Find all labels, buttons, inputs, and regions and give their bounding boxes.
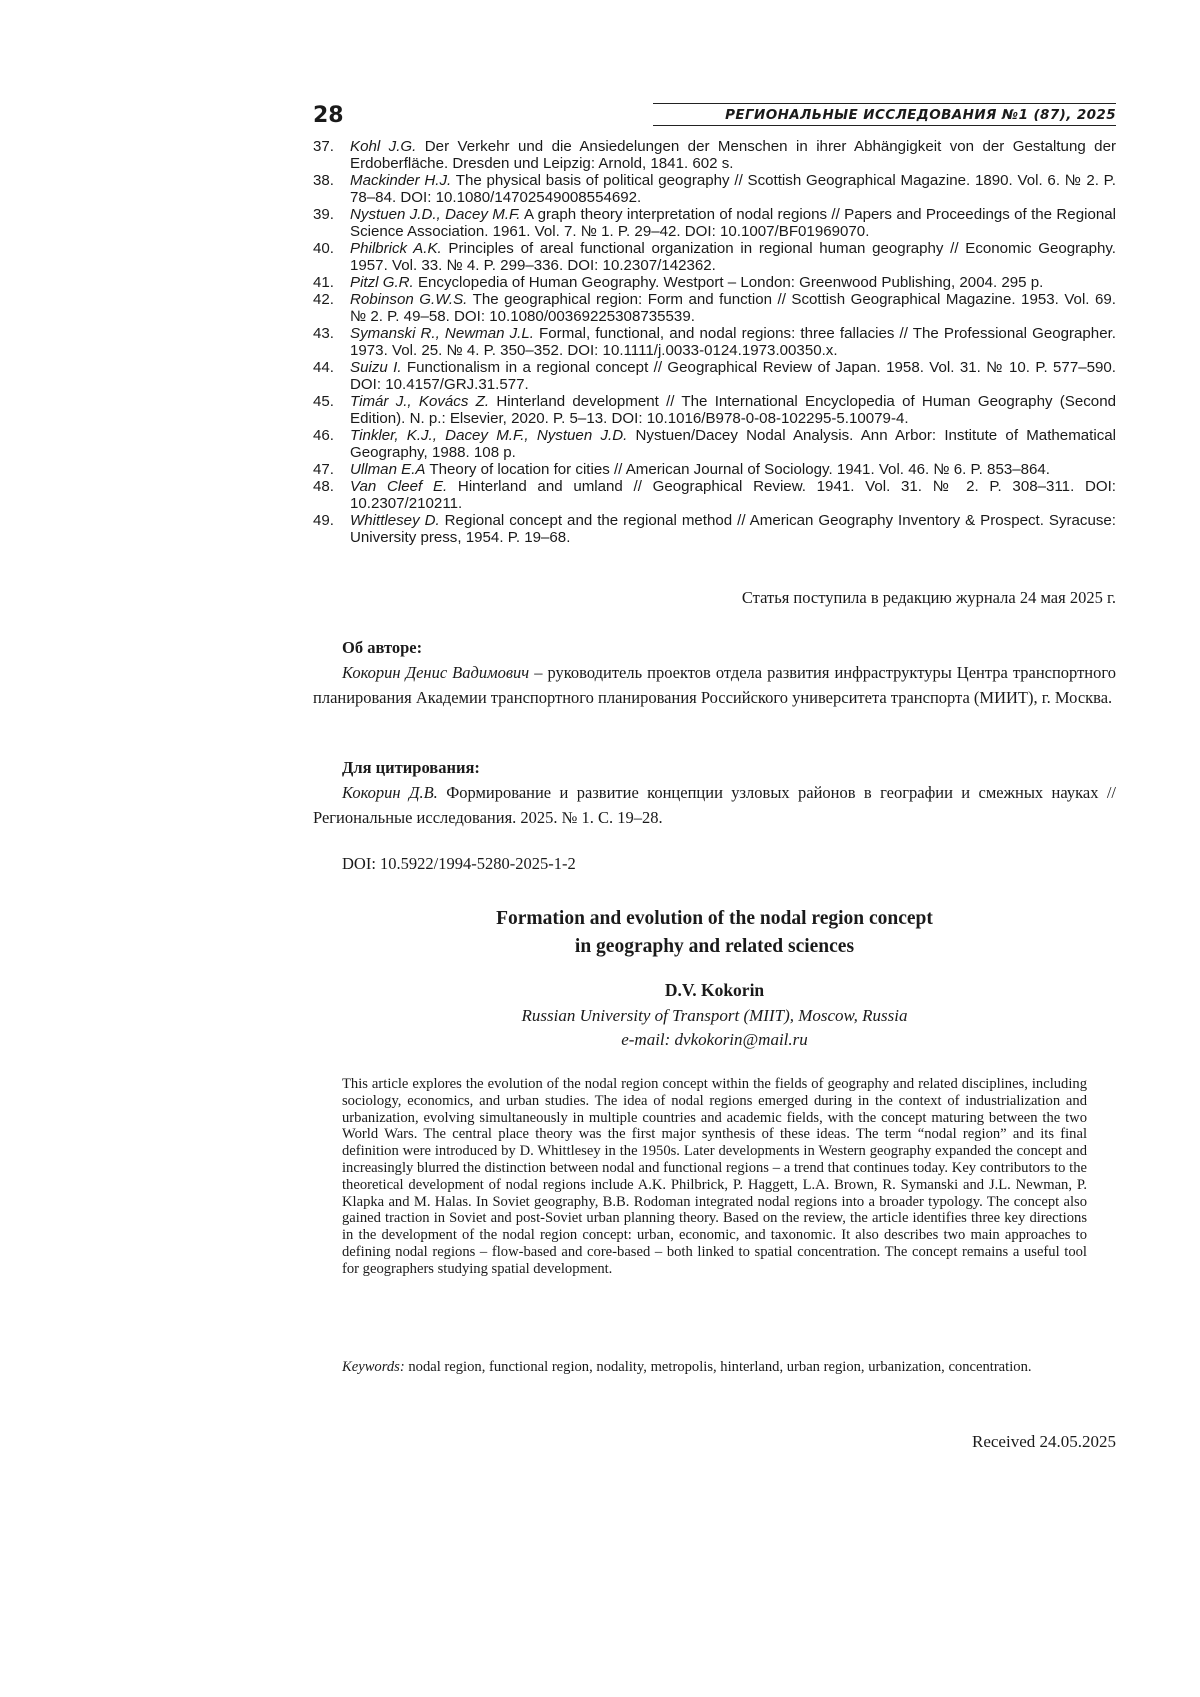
reference-number: 43. bbox=[313, 325, 334, 342]
reference-authors: Van Cleef E. bbox=[350, 478, 448, 495]
reference-text: The physical basis of political geography // Scottish Geographical Magazine. 1890. Vol. 6. № 2. P. 78–84. DOI: 10.1080/14702549008554692. bbox=[350, 172, 1116, 206]
reference-text: The geographical region: Form and function // Scottish Geographical Magazine. 1953. Vol. 69. № 2. P. 49–58. DOI: 10.1080/00369225308735539. bbox=[350, 291, 1116, 325]
page-header bbox=[313, 103, 1116, 133]
english-title-line1: Formation and evolution of the nodal region concept bbox=[496, 908, 933, 929]
author-name: Кокорин Денис Вадимович bbox=[342, 663, 530, 682]
reference-item bbox=[313, 274, 1116, 291]
citation-heading: Для цитирования: bbox=[342, 758, 480, 777]
about-author-heading: Об авторе: bbox=[342, 638, 423, 657]
reference-text: Hinterland and umland // Geographical Review. 1941. Vol. 31. № 2. P. 308–311. DOI: 10.2307/210211. bbox=[350, 478, 1116, 512]
reference-number: 46. bbox=[313, 427, 334, 444]
reference-number: 47. bbox=[313, 461, 334, 478]
reference-text: Encyclopedia of Human Geography. Westport – London: Greenwood Publishing, 2004. 295 p. bbox=[413, 274, 1044, 291]
reference-authors: Symanski R., Newman J.L. bbox=[350, 325, 534, 342]
reference-item bbox=[313, 512, 1116, 546]
reference-number: 42. bbox=[313, 291, 334, 308]
keywords-list: nodal region, functional region, nodality, metropolis, hinterland, urban region, urbanization, concentration. bbox=[404, 1359, 1032, 1375]
english-affiliation: Russian University of Transport (MIIT), Moscow, Russia bbox=[521, 1006, 908, 1025]
received-date-en: Received 24.05.2025 bbox=[972, 1432, 1116, 1451]
reference-number: 49. bbox=[313, 512, 334, 529]
reference-item bbox=[313, 478, 1116, 512]
header-rule-bottom bbox=[653, 125, 1116, 126]
reference-item bbox=[313, 393, 1116, 427]
received-date-ru: Статья поступила в редакцию журнала 24 мая 2025 г. bbox=[741, 588, 1116, 607]
reference-text: Theory of location for cities // American Journal of Sociology. 1941. Vol. 46. № 6. P. 853–864. bbox=[425, 461, 1051, 478]
reference-item bbox=[313, 325, 1116, 359]
reference-authors: Timár J., Kovács Z. bbox=[350, 393, 490, 410]
reference-item bbox=[313, 206, 1116, 240]
reference-authors: Nystuen J.D., Dacey M.F. bbox=[350, 206, 521, 223]
reference-text: Hinterland development // The International Encyclopedia of Human Geography (Second Edition). N. p.: Elsevier, 2020. P. 5–13. DOI: 10.1016/B978-0-08-102295-5.10079-4. bbox=[350, 393, 1116, 427]
keywords-label: Keywords: bbox=[342, 1359, 405, 1375]
reference-number: 44. bbox=[313, 359, 334, 376]
citation-author: Кокорин Д.В. bbox=[342, 783, 438, 802]
reference-number: 48. bbox=[313, 478, 334, 495]
author-description: – руководитель проектов отдела развития инфраструктуры Центра транспортного планирования Академии транспортного планирования Российского университета транспорта (МИИТ), г. Москва. bbox=[313, 663, 1116, 707]
reference-text: Functionalism in a regional concept // Geographical Review of Japan. 1958. Vol. 31. № 10. P. 577–590. DOI: 10.4157/GRJ.31.577. bbox=[350, 359, 1116, 393]
reference-authors: Suizu I. bbox=[350, 359, 402, 376]
english-title-line2: in geography and related sciences bbox=[574, 936, 855, 957]
english-email: e-mail: dvkokorin@mail.ru bbox=[621, 1030, 808, 1049]
doi: DOI: 10.5922/1994-5280-2025-1-2 bbox=[342, 854, 576, 873]
english-abstract: This article explores the evolution of the nodal region concept within the fields of geography and related disciplines, including sociology, economics, and urban studies. The idea of nodal regions emerged during in the context of industrialization and urbanization, evolving simultaneously in multiple countries and academic fields, with the concept maturing between the two World Wars. The central place theory was the first major synthesis of these ideas. The term “nodal region” and its final definition were introduced by D. Whittlesey in the 1950s. Later developments in Western geography expanded the concept and increasingly blurred the distinction between nodal and functional regions – a trend that continues today. Key contributors to the theoretical development of nodal regions include A.K. Philbrick, P. Haggett, L.A. Brown, R. Symanski and J.L. Newman, P. Klapka and M. Halas. In Soviet geography, B.B. Rodoman integrated nodal regions into a broader typology. The concept also gained traction in Soviet and post-Soviet urban planning theory. Based on the review, the article identifies three key directions in the development of the nodal region concept: urban, economic, and taxonomic. It also describes two main approaches to defining nodal regions – flow-based and core-based – both linked to spatial concentration. The concept remains a useful tool for geographers studying spatial development. bbox=[342, 1076, 1087, 1277]
reference-number: 39. bbox=[313, 206, 334, 223]
reference-number: 37. bbox=[313, 138, 334, 155]
reference-number: 45. bbox=[313, 393, 334, 410]
reference-text: Principles of areal functional organization in regional human geography // Economic Geography. 1957. Vol. 33. № 4. P. 299–336. DOI: 10.2307/142362. bbox=[350, 240, 1116, 274]
reference-authors: Ullman E.A bbox=[350, 461, 426, 478]
reference-item bbox=[313, 427, 1116, 461]
reference-authors: Whittlesey D. bbox=[350, 512, 440, 529]
page-number: 28 bbox=[313, 103, 344, 128]
reference-item bbox=[313, 240, 1116, 274]
reference-number: 38. bbox=[313, 172, 334, 189]
reference-number: 40. bbox=[313, 240, 334, 257]
reference-authors: Kohl J.G. bbox=[350, 138, 417, 155]
reference-item bbox=[313, 172, 1116, 206]
reference-item bbox=[313, 461, 1116, 478]
english-keywords bbox=[342, 1359, 1087, 1376]
about-author-text bbox=[313, 660, 1116, 710]
citation-body: Формирование и развитие концепции узловых районов в географии и смежных науках // Региональные исследования. 2025. № 1. С. 19–28. bbox=[313, 783, 1116, 827]
citation-text bbox=[313, 780, 1116, 830]
reference-authors: Tinkler, K.J., Dacey M.F., Nystuen J.D. bbox=[350, 427, 628, 444]
reference-authors: Robinson G.W.S. bbox=[350, 291, 468, 308]
reference-text: Der Verkehr und die Ansiedelungen der Menschen in ihrer Abhängigkeit von der Gestaltung der Erdoberfläche. Dresden und Leipzig: Arnold, 1841. 602 s. bbox=[350, 138, 1117, 172]
journal-title: РЕГИОНАЛЬНЫЕ ИССЛЕДОВАНИЯ №1 (87), 2025 bbox=[725, 107, 1116, 123]
reference-item bbox=[313, 359, 1116, 393]
reference-item bbox=[313, 138, 1116, 172]
reference-text: Formal, functional, and nodal regions: three fallacies // The Professional Geographer. 1973. Vol. 25. № 4. P. 350–352. DOI: 10.1111/j.0033-0124.1973.00350.x. bbox=[350, 325, 1116, 359]
reference-text: A graph theory interpretation of nodal regions // Papers and Proceedings of the Regional Science Association. 1961. Vol. 7. № 1. P. 29–42. DOI: 10.1007/BF01969070. bbox=[350, 206, 1116, 240]
reference-text: Regional concept and the regional method // American Geography Inventory & Prospect. Syracuse: University press, 1954. P. 19–68. bbox=[350, 512, 1116, 546]
reference-list bbox=[313, 138, 1116, 546]
header-rule-top bbox=[653, 103, 1116, 104]
english-title bbox=[313, 905, 1116, 961]
reference-text: Nystuen/Dacey Nodal Analysis. Ann Arbor: Institute of Mathematical Geography, 1988. 108 p. bbox=[350, 427, 1116, 461]
reference-item bbox=[313, 291, 1116, 325]
reference-authors: Pitzl G.R. bbox=[350, 274, 414, 291]
reference-authors: Philbrick A.K. bbox=[350, 240, 442, 257]
english-affiliation-block bbox=[313, 1004, 1116, 1052]
reference-number: 41. bbox=[313, 274, 334, 291]
english-author: D.V. Kokorin bbox=[664, 980, 765, 1000]
reference-authors: Mackinder H.J. bbox=[350, 172, 452, 189]
